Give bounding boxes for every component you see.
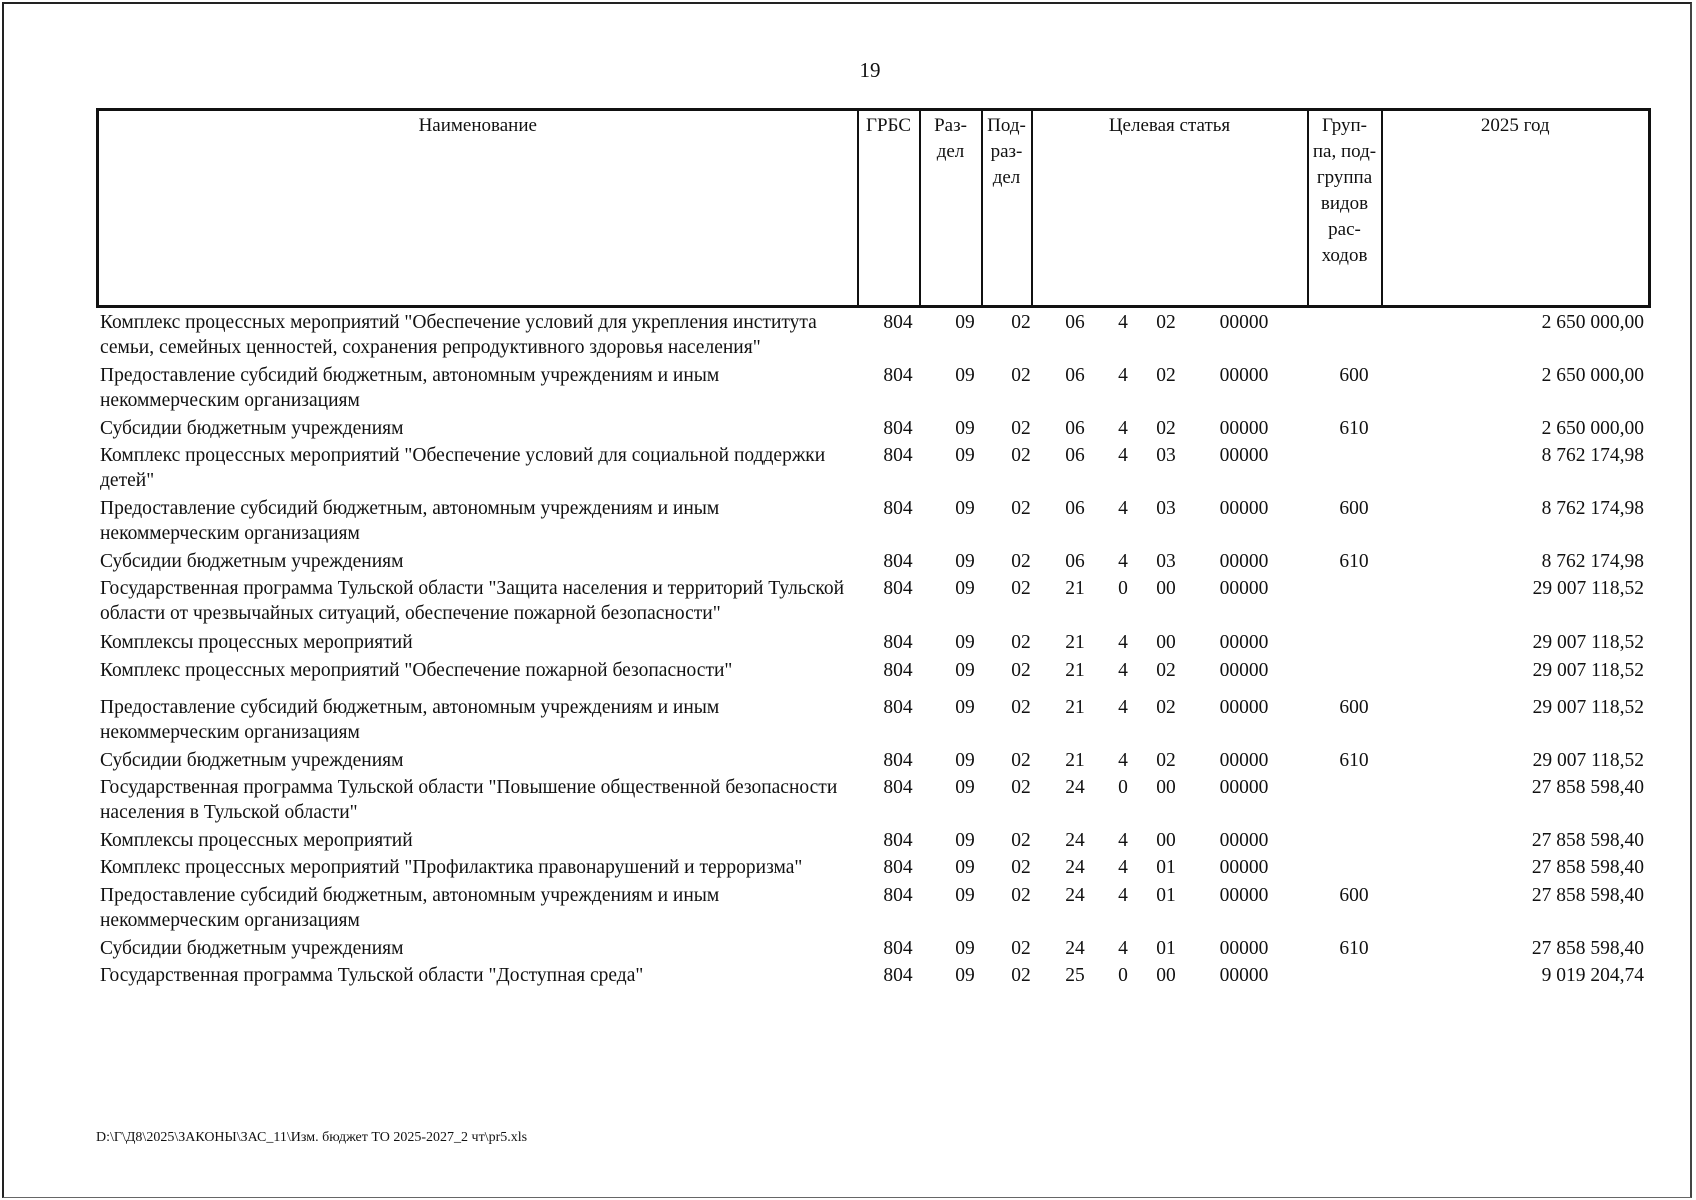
cell-podrazdel: 02 — [1011, 965, 1031, 986]
cell-grbs: 804 — [883, 885, 913, 906]
cell-amount-2025: 8 762 174,98 — [1541, 445, 1644, 466]
cell-grbs: 804 — [883, 418, 913, 439]
cell-expense-group: 600 — [1339, 885, 1369, 906]
table-row — [96, 963, 1648, 988]
cell-expense-group — [1304, 963, 1404, 988]
cell-target-direction: 00000 — [1219, 632, 1269, 653]
cell-podrazdel: 02 — [1011, 697, 1031, 718]
cell-grbs: 804 — [883, 632, 913, 653]
cell-grbs: 804 — [883, 312, 913, 333]
cell-target-type: 4 — [1118, 312, 1128, 333]
cell-target-program: 21 — [1065, 750, 1085, 771]
cell-target-type: 4 — [1118, 418, 1128, 439]
cell-target-direction: 00000 — [1219, 445, 1269, 466]
cell-target-item: 00 — [1156, 777, 1176, 798]
table-row — [96, 748, 1648, 773]
cell-name: Предоставление субсидий бюджетным, автономным учреждениям и иным некоммерческим организациям — [100, 697, 720, 743]
cell-target-type: 4 — [1118, 445, 1128, 466]
cell-target-type: 4 — [1118, 365, 1128, 386]
cell-target-direction: 00000 — [1219, 418, 1269, 439]
cell-razdel: 09 — [955, 965, 975, 986]
table-row — [96, 855, 1648, 880]
cell-amount-2025: 2 650 000,00 — [1541, 418, 1644, 439]
cell-target-type: 4 — [1118, 632, 1128, 653]
cell-target-item: 00 — [1156, 830, 1176, 851]
cell-target-item: 01 — [1156, 885, 1176, 906]
cell-target-program: 06 — [1065, 498, 1085, 519]
header-year: 2025 год — [1382, 110, 1650, 307]
cell-amount-2025: 2 650 000,00 — [1541, 312, 1644, 333]
header-grbs: ГРБС — [858, 110, 920, 307]
cell-target-type: 4 — [1118, 857, 1128, 878]
cell-razdel: 09 — [955, 885, 975, 906]
cell-target-item: 02 — [1156, 312, 1176, 333]
cell-podrazdel: 02 — [1011, 445, 1031, 466]
cell-expense-group: 610 — [1339, 551, 1369, 572]
cell-target-type: 4 — [1118, 750, 1128, 771]
cell-grbs: 804 — [883, 660, 913, 681]
cell-expense-group: 600 — [1339, 697, 1369, 718]
cell-target-type: 4 — [1118, 697, 1128, 718]
cell-grbs: 804 — [883, 365, 913, 386]
table-row — [96, 658, 1648, 683]
cell-podrazdel: 02 — [1011, 365, 1031, 386]
cell-amount-2025: 29 007 118,52 — [1532, 632, 1644, 653]
cell-target-item: 01 — [1156, 857, 1176, 878]
cell-amount-2025: 27 858 598,40 — [1531, 885, 1644, 906]
cell-grbs: 804 — [883, 777, 913, 798]
cell-razdel: 09 — [955, 498, 975, 519]
cell-razdel: 09 — [955, 660, 975, 681]
cell-grbs: 804 — [883, 857, 913, 878]
header-podrazdel: Под- раз- дел — [982, 110, 1032, 307]
cell-amount-2025: 8 762 174,98 — [1541, 551, 1644, 572]
cell-target-program: 06 — [1065, 365, 1085, 386]
cell-target-item: 02 — [1156, 697, 1176, 718]
table-row — [96, 443, 1648, 493]
cell-target-item: 01 — [1156, 938, 1176, 959]
cell-expense-group — [1304, 855, 1404, 880]
cell-target-type: 4 — [1118, 660, 1128, 681]
cell-grbs: 804 — [883, 578, 913, 599]
cell-target-direction: 00000 — [1219, 312, 1269, 333]
cell-expense-group: 610 — [1339, 418, 1369, 439]
cell-target-direction: 00000 — [1219, 551, 1269, 572]
cell-name: Субсидии бюджетным учреждениям — [100, 750, 404, 771]
table-row — [96, 310, 1648, 360]
cell-name: Комплекс процессных мероприятий "Обеспечение условий для укрепления института семьи, семейных ценностей, сохранения репродуктивного здоровья населения" — [100, 312, 817, 358]
cell-target-program: 21 — [1065, 632, 1085, 653]
cell-target-program: 21 — [1065, 660, 1085, 681]
cell-target-program: 24 — [1065, 857, 1085, 878]
cell-expense-group — [1304, 828, 1404, 853]
table-row — [96, 695, 1648, 745]
cell-amount-2025: 29 007 118,52 — [1532, 697, 1644, 718]
cell-target-type: 4 — [1118, 551, 1128, 572]
cell-expense-group — [1304, 310, 1404, 360]
cell-target-item: 03 — [1156, 498, 1176, 519]
cell-target-direction: 00000 — [1219, 965, 1269, 986]
cell-razdel: 09 — [955, 777, 975, 798]
cell-razdel: 09 — [955, 312, 975, 333]
table-row — [96, 496, 1648, 546]
cell-name: Комплекс процессных мероприятий "Обеспечение пожарной безопасности" — [100, 660, 733, 681]
header-celevaya-statya: Целевая статья — [1032, 110, 1308, 307]
cell-podrazdel: 02 — [1011, 418, 1031, 439]
cell-razdel: 09 — [955, 750, 975, 771]
cell-expense-group: 610 — [1339, 938, 1369, 959]
cell-podrazdel: 02 — [1011, 551, 1031, 572]
header-name: Наименование — [98, 110, 858, 307]
cell-razdel: 09 — [955, 365, 975, 386]
cell-target-direction: 00000 — [1219, 750, 1269, 771]
cell-target-direction: 00000 — [1219, 498, 1269, 519]
cell-target-item: 00 — [1156, 578, 1176, 599]
cell-grbs: 804 — [883, 965, 913, 986]
cell-target-program: 21 — [1065, 697, 1085, 718]
cell-name: Комплекс процессных мероприятий "Профилактика правонарушений и терроризма" — [100, 857, 803, 878]
cell-name: Комплексы процессных мероприятий — [100, 632, 413, 653]
cell-amount-2025: 27 858 598,40 — [1531, 830, 1644, 851]
cell-target-type: 4 — [1118, 885, 1128, 906]
cell-target-direction: 00000 — [1219, 777, 1269, 798]
cell-grbs: 804 — [883, 445, 913, 466]
cell-target-direction: 00000 — [1219, 365, 1269, 386]
cell-target-program: 24 — [1065, 938, 1085, 959]
table-body — [96, 310, 1648, 988]
cell-name: Предоставление субсидий бюджетным, автономным учреждениям и иным некоммерческим организациям — [100, 498, 720, 544]
table-row — [96, 416, 1648, 441]
cell-target-item: 03 — [1156, 551, 1176, 572]
cell-target-type: 0 — [1118, 777, 1128, 798]
cell-podrazdel: 02 — [1011, 632, 1031, 653]
cell-target-item: 02 — [1156, 418, 1176, 439]
cell-grbs: 804 — [883, 938, 913, 959]
cell-podrazdel: 02 — [1011, 938, 1031, 959]
cell-name: Субсидии бюджетным учреждениям — [100, 551, 404, 572]
cell-target-program: 06 — [1065, 445, 1085, 466]
cell-razdel: 09 — [955, 418, 975, 439]
cell-target-program: 06 — [1065, 551, 1085, 572]
cell-amount-2025: 29 007 118,52 — [1532, 750, 1644, 771]
cell-name: Предоставление субсидий бюджетным, автономным учреждениям и иным некоммерческим организациям — [100, 365, 720, 411]
cell-target-program: 25 — [1065, 965, 1085, 986]
cell-amount-2025: 2 650 000,00 — [1541, 365, 1644, 386]
cell-expense-group: 600 — [1339, 365, 1369, 386]
cell-expense-group — [1304, 576, 1404, 626]
cell-grbs: 804 — [883, 551, 913, 572]
table-row — [96, 576, 1648, 626]
cell-target-direction: 00000 — [1219, 938, 1269, 959]
cell-expense-group — [1304, 443, 1404, 493]
cell-target-program: 24 — [1065, 830, 1085, 851]
cell-expense-group — [1304, 775, 1404, 825]
cell-target-program: 06 — [1065, 312, 1085, 333]
cell-podrazdel: 02 — [1011, 498, 1031, 519]
cell-target-type: 0 — [1118, 578, 1128, 599]
cell-name: Субсидии бюджетным учреждениям — [100, 418, 404, 439]
cell-razdel: 09 — [955, 445, 975, 466]
cell-target-direction: 00000 — [1219, 857, 1269, 878]
cell-target-type: 4 — [1118, 938, 1128, 959]
header-gruppa-vidov: Груп- па, под- группа видов рас- ходов — [1308, 110, 1382, 307]
cell-grbs: 804 — [883, 830, 913, 851]
cell-target-type: 0 — [1118, 965, 1128, 986]
cell-expense-group: 610 — [1339, 750, 1369, 771]
cell-target-direction: 00000 — [1219, 660, 1269, 681]
cell-amount-2025: 8 762 174,98 — [1541, 498, 1644, 519]
cell-amount-2025: 27 858 598,40 — [1531, 777, 1644, 798]
cell-podrazdel: 02 — [1011, 777, 1031, 798]
cell-target-type: 4 — [1118, 830, 1128, 851]
cell-podrazdel: 02 — [1011, 660, 1031, 681]
table-row — [96, 828, 1648, 853]
cell-target-type: 4 — [1118, 498, 1128, 519]
cell-podrazdel: 02 — [1011, 750, 1031, 771]
table-header — [96, 108, 1651, 308]
cell-target-program: 24 — [1065, 777, 1085, 798]
file-path: D:\Г\Д8\2025\ЗАКОНЫ\ЗАС_11\Изм. бюджет ТО 2025-2027_2 чт\pr5.xls — [96, 1130, 528, 1145]
cell-podrazdel: 02 — [1011, 857, 1031, 878]
cell-target-direction: 00000 — [1219, 885, 1269, 906]
cell-razdel: 09 — [955, 857, 975, 878]
table-row — [96, 630, 1648, 655]
cell-amount-2025: 29 007 118,52 — [1532, 578, 1644, 599]
cell-target-direction: 00000 — [1219, 830, 1269, 851]
cell-razdel: 09 — [955, 830, 975, 851]
cell-expense-group — [1304, 630, 1404, 655]
cell-target-program: 24 — [1065, 885, 1085, 906]
table-row — [96, 936, 1648, 961]
cell-amount-2025: 27 858 598,40 — [1531, 938, 1644, 959]
cell-target-item: 02 — [1156, 365, 1176, 386]
cell-grbs: 804 — [883, 750, 913, 771]
cell-target-direction: 00000 — [1219, 578, 1269, 599]
cell-name: Комплекс процессных мероприятий "Обеспечение условий для социальной поддержки детей" — [100, 445, 826, 491]
cell-podrazdel: 02 — [1011, 830, 1031, 851]
table-row — [96, 363, 1648, 413]
cell-target-item: 02 — [1156, 750, 1176, 771]
cell-expense-group — [1304, 658, 1404, 683]
cell-razdel: 09 — [955, 938, 975, 959]
page-number: 19 — [859, 58, 881, 82]
cell-amount-2025: 27 858 598,40 — [1531, 857, 1644, 878]
cell-name: Государственная программа Тульской области "Доступная среда" — [100, 965, 644, 986]
cell-target-item: 03 — [1156, 445, 1176, 466]
cell-target-direction: 00000 — [1219, 697, 1269, 718]
table-row — [96, 775, 1648, 825]
cell-target-item: 00 — [1156, 965, 1176, 986]
header-razdel: Раз- дел — [920, 110, 982, 307]
cell-expense-group: 600 — [1339, 498, 1369, 519]
cell-grbs: 804 — [883, 498, 913, 519]
cell-target-item: 00 — [1156, 632, 1176, 653]
cell-name: Субсидии бюджетным учреждениям — [100, 938, 404, 959]
cell-razdel: 09 — [955, 551, 975, 572]
cell-target-program: 06 — [1065, 418, 1085, 439]
cell-razdel: 09 — [955, 578, 975, 599]
cell-podrazdel: 02 — [1011, 312, 1031, 333]
table-row — [96, 883, 1648, 933]
cell-grbs: 804 — [883, 697, 913, 718]
cell-razdel: 09 — [955, 697, 975, 718]
table-row — [96, 549, 1648, 574]
cell-name: Государственная программа Тульской области "Защита населения и территорий Тульской области от чрезвычайных ситуаций, обеспечение пожарной безопасности" — [100, 578, 845, 624]
cell-name: Комплексы процессных мероприятий — [100, 830, 413, 851]
cell-podrazdel: 02 — [1011, 885, 1031, 906]
cell-name: Государственная программа Тульской области "Повышение общественной безопасности населения в Тульской области" — [100, 777, 838, 823]
cell-podrazdel: 02 — [1011, 578, 1031, 599]
cell-target-item: 02 — [1156, 660, 1176, 681]
cell-razdel: 09 — [955, 632, 975, 653]
cell-name: Предоставление субсидий бюджетным, автономным учреждениям и иным некоммерческим организациям — [100, 885, 720, 931]
cell-target-program: 21 — [1065, 578, 1085, 599]
cell-amount-2025: 29 007 118,52 — [1532, 660, 1644, 681]
cell-amount-2025: 9 019 204,74 — [1541, 965, 1644, 986]
